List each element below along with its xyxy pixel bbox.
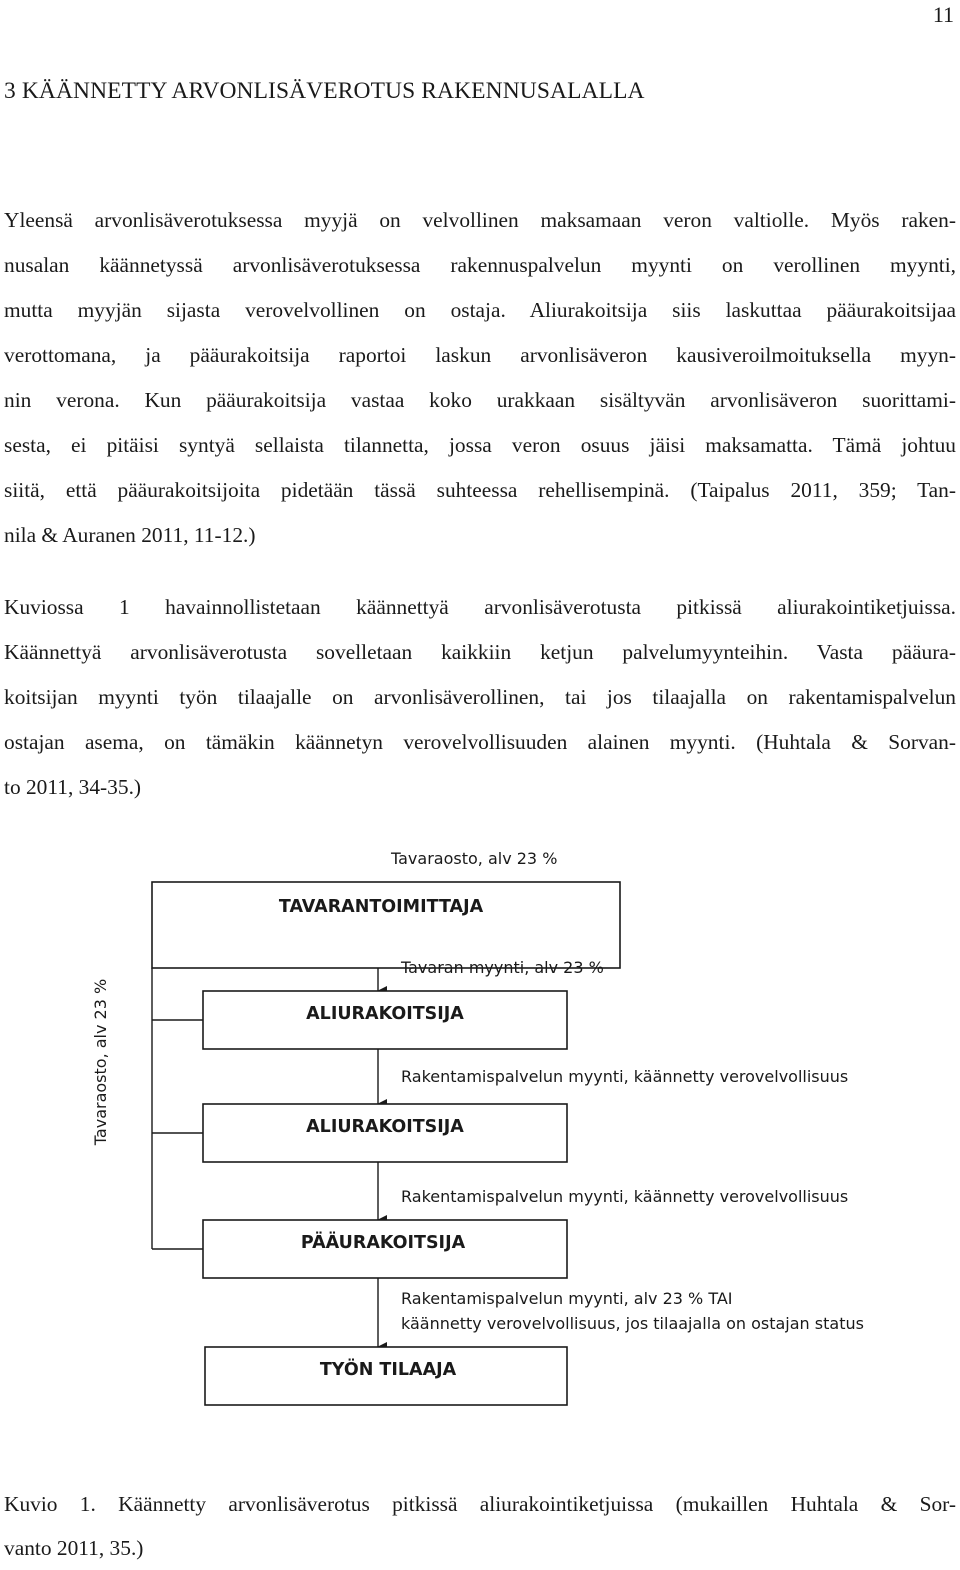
- page-number: 11: [932, 2, 954, 27]
- paragraph-line: ostajan asema, on tämäkin käännetyn verovelvollisuuden alainen myynti. (Huhtala & Sorvan-: [4, 730, 956, 754]
- figure-diagram: [0, 840, 960, 1420]
- paragraph-line: nin verona. Kun pääurakoitsija vastaa koko urakkaan sisältyvän arvonlisäveron suorittami-: [4, 388, 956, 412]
- top-purchase-label: Tavaraosto, alv 23 %: [391, 849, 558, 868]
- paragraph-line: sesta, ei pitäisi syntyä sellaista tilannetta, jossa veron osuus jäisi maksamatta. Tämä johtuu: [4, 433, 956, 457]
- box-label: ALIURAKOITSIJA: [306, 1117, 464, 1137]
- figure-caption: [4, 1482, 956, 1570]
- box-label: ALIURAKOITSIJA: [306, 1004, 464, 1024]
- caption-line: Kuvio 1. Käännetty arvonlisäverotus pitkissä aliurakointiketjuissa (mukaillen Huhtala & Sor-: [4, 1492, 956, 1516]
- paragraph-line: siitä, että pääurakoitsijoita pidetään tässä suhteessa rehellisempinä. (Taipalus 2011, 359; Tan-: [4, 478, 956, 502]
- paragraph-line: Yleensä arvonlisäverotuksessa myyjä on velvollinen maksamaan veron valtiolle. Myös raken-: [4, 208, 956, 232]
- paragraph-line: mutta myyjän sijasta verovelvollinen on ostaja. Aliurakoitsija siis laskuttaa pääurakoitsijaa: [4, 298, 956, 322]
- side-purchase-label: Tavaraosto, alv 23 %: [91, 978, 110, 1146]
- section-heading: 3 KÄÄNNETTY ARVONLISÄVEROTUS RAKENNUSALALLA: [4, 78, 645, 104]
- subcontractor-box: [203, 991, 567, 1049]
- paragraph-line: verottomana, ja pääurakoitsija raportoi laskun arvonlisäveron kausiveroilmoituksella myyn-: [4, 343, 956, 367]
- paragraph-line: Kuviossa 1 havainnollistetaan käännettyä arvonlisäverotusta pitkissä aliurakointiketjuissa.: [4, 595, 956, 619]
- paragraph-line: nila & Auranen 2011, 11-12.): [4, 523, 256, 547]
- supplier-box: [152, 882, 620, 968]
- arrow-label: Rakentamispalvelun myynti, käännetty verovelvollisuus: [401, 1067, 849, 1086]
- paragraph-line: koitsijan myynti työn tilaajalle on arvonlisäverollinen, tai jos tilaajalla on rakentamispalvelun: [4, 685, 956, 709]
- caption-line: vanto 2011, 35.): [4, 1536, 144, 1560]
- side-connector: [152, 968, 203, 1249]
- paragraph-line: nusalan käännetyssä arvonlisäverotuksessa rakennuspalvelun myynti on verollinen myynti,: [4, 253, 956, 277]
- paragraph-1: [4, 198, 956, 558]
- box-label: PÄÄURAKOITSIJA: [300, 1233, 466, 1253]
- arrow-label: käännetty verovelvollisuus, jos tilaajalla on ostajan status: [401, 1314, 864, 1333]
- box-label: TAVARANTOIMITTAJA: [278, 897, 484, 917]
- box-label: TYÖN TILAAJA: [319, 1360, 457, 1380]
- client-box: [205, 1347, 567, 1405]
- paragraph-line: to 2011, 34-35.): [4, 775, 142, 799]
- subcontractor-box: [203, 1104, 567, 1162]
- main-contractor-box: [203, 1220, 567, 1278]
- arrow-label: Rakentamispalvelun myynti, käännetty verovelvollisuus: [401, 1187, 849, 1206]
- paragraph-2: [4, 585, 956, 810]
- arrow-label: Rakentamispalvelun myynti, alv 23 % TAI: [401, 1289, 733, 1308]
- arrow-label: Tavaran myynti, alv 23 %: [401, 958, 604, 977]
- paragraph-line: Käännettyä arvonlisäverotusta sovelletaan kaikkiin ketjun palvelumyynteihin. Vasta pääura-: [4, 640, 956, 664]
